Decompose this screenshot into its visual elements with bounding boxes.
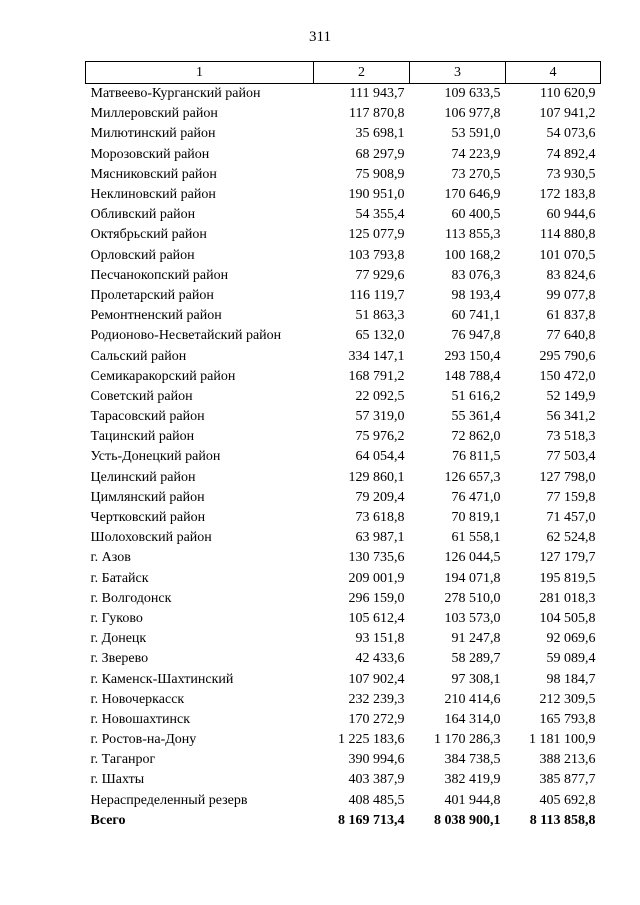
value-col-2: 209 001,9 [348,570,405,586]
district-name: Советский район [90,388,193,404]
table-row [86,246,601,266]
value-col-3: 278 510,0 [444,590,501,606]
table-row [86,629,601,649]
value-col-2: 75 908,9 [355,166,405,182]
district-name: г. Таганрог [90,752,156,768]
value-col-2: 75 976,2 [355,429,405,445]
value-col-4: 388 213,6 [539,752,596,768]
value-col-3: 53 591,0 [451,126,501,142]
value-col-4: 52 149,9 [546,388,596,404]
value-col-2: 403 387,9 [348,772,405,788]
value-col-2: 93 151,8 [355,631,405,647]
value-col-4: 150 472,0 [539,368,596,384]
district-name: Обливский район [90,207,196,223]
value-col-4: 110 620,9 [540,86,596,102]
value-col-2: 51 863,3 [355,308,405,324]
header-row [86,62,601,84]
table-row [86,649,601,669]
value-col-2: 232 239,3 [348,691,405,707]
table-row [86,690,601,710]
value-col-2: 129 860,1 [348,469,405,485]
value-col-4: 405 692,8 [539,792,596,808]
value-col-2: 73 618,8 [355,510,405,526]
value-col-2: 64 054,4 [355,449,405,465]
district-name: г. Волгодонск [90,590,172,606]
value-col-3: 126 044,5 [444,550,501,566]
value-col-3: 113 855,3 [445,227,501,243]
value-col-2: 390 994,6 [348,752,405,768]
total-row [86,811,601,831]
table-row [86,488,601,508]
district-name: Семикаракорский район [90,368,236,384]
column-header-2: 2 [314,62,410,84]
table-row [86,266,601,286]
table-row [86,346,601,366]
table-row [86,770,601,790]
value-col-3: 76 947,8 [451,328,501,344]
district-name: Орловский район [90,247,195,263]
total-col-2: 8 169 713,4 [338,812,405,828]
value-col-3: 170 646,9 [444,187,501,203]
table-row [86,609,601,629]
value-col-3: 76 811,5 [452,449,501,465]
table-row [86,387,601,407]
district-name: Нераспределенный резерв [90,792,248,808]
value-col-2: 111 943,7 [349,86,405,102]
value-col-3: 73 270,5 [451,166,501,182]
value-col-3: 293 150,4 [444,348,501,364]
table-row [86,447,601,467]
total-col-3: 8 038 900,1 [434,812,501,828]
table-row [86,427,601,447]
district-name: Морозовский район [90,146,210,162]
value-col-2: 107 902,4 [348,671,405,687]
value-col-2: 54 355,4 [355,207,405,223]
value-col-4: 104 505,8 [539,610,596,626]
district-name: г. Донецк [90,631,147,647]
value-col-3: 1 170 286,3 [434,732,501,748]
value-col-4: 77 640,8 [546,328,596,344]
district-name: Октябрьский район [90,227,207,243]
value-col-2: 79 209,4 [355,489,405,505]
value-col-2: 105 612,4 [348,610,405,626]
value-col-3: 194 071,8 [444,570,501,586]
district-name: Тарасовский район [90,409,205,425]
value-col-4: 71 457,0 [546,510,596,526]
table-row [86,185,601,205]
value-col-2: 35 698,1 [355,126,405,142]
district-name: г. Азов [90,550,131,566]
value-col-2: 190 951,0 [348,187,405,203]
table-row [86,730,601,750]
table-body [86,84,601,831]
value-col-4: 74 892,4 [546,146,596,162]
value-col-2: 170 272,9 [348,711,405,727]
table-row [86,589,601,609]
value-col-4: 77 503,4 [546,449,596,465]
district-name: г. Новочеркасск [90,691,185,707]
value-col-2: 68 297,9 [355,146,405,162]
value-col-3: 382 419,9 [444,772,501,788]
district-name: г. Гуково [90,610,143,626]
value-col-3: 109 633,5 [444,86,501,102]
value-col-4: 73 518,3 [546,429,596,445]
value-col-2: 22 092,5 [355,388,405,404]
value-col-2: 103 793,8 [348,247,405,263]
value-col-3: 384 738,5 [444,752,501,768]
value-col-4: 172 183,8 [539,187,596,203]
value-col-2: 168 791,2 [348,368,405,384]
value-col-2: 42 433,6 [355,651,405,667]
value-col-4: 1 181 100,9 [529,732,596,748]
value-col-3: 58 289,7 [451,651,501,667]
value-col-3: 401 944,8 [444,792,501,808]
value-col-2: 117 870,8 [349,106,405,122]
value-col-2: 334 147,1 [348,348,405,364]
value-col-4: 165 793,8 [539,711,596,727]
district-name: Матвеево-Курганский район [90,86,261,102]
total-col-4: 8 113 858,8 [529,812,596,828]
district-name: Миллеровский район [90,106,218,122]
value-col-3: 74 223,9 [451,146,501,162]
value-col-4: 101 070,5 [539,247,596,263]
table-row [86,84,601,105]
value-col-4: 62 524,8 [546,530,596,546]
value-col-4: 99 077,8 [546,287,596,303]
value-col-3: 51 616,2 [451,388,501,404]
table-row [86,508,601,528]
value-col-4: 59 089,4 [546,651,596,667]
value-col-3: 60 400,5 [451,207,501,223]
table-row [86,124,601,144]
value-col-3: 103 573,0 [444,610,501,626]
value-col-4: 127 179,7 [539,550,596,566]
value-col-3: 97 308,1 [451,671,501,687]
value-col-4: 92 069,6 [546,631,596,647]
value-col-4: 98 184,7 [546,671,596,687]
value-col-4: 127 798,0 [539,469,596,485]
district-name: Пролетарский район [90,287,214,303]
value-col-4: 385 877,7 [539,772,596,788]
value-col-3: 100 168,2 [444,247,501,263]
district-name: Неклиновский район [90,187,216,203]
district-name: г. Батайск [90,570,149,586]
value-col-4: 56 341,2 [546,409,596,425]
value-col-4: 61 837,8 [546,308,596,324]
value-col-4: 60 944,6 [546,207,596,223]
value-col-4: 212 309,5 [539,691,596,707]
value-col-2: 1 225 183,6 [338,732,405,748]
value-col-4: 73 930,5 [546,166,596,182]
value-col-4: 281 018,3 [539,590,596,606]
value-col-3: 126 657,3 [444,469,501,485]
value-col-2: 65 132,0 [355,328,405,344]
district-name: Мясниковский район [90,166,217,182]
table-row [86,225,601,245]
value-col-2: 296 159,0 [348,590,405,606]
district-name: г. Каменск-Шахтинский [90,671,234,687]
district-name: Усть-Донецкий район [90,449,221,465]
district-name: Целинский район [90,469,196,485]
table-row [86,669,601,689]
value-col-3: 164 314,0 [444,711,501,727]
district-name: Ремонтненский район [90,308,222,324]
value-col-2: 408 485,5 [348,792,405,808]
district-name: Чертковский район [90,510,206,526]
value-col-3: 72 862,0 [451,429,501,445]
value-col-2: 116 119,7 [349,287,405,303]
value-col-2: 77 929,6 [355,267,405,283]
district-name: г. Зверево [90,651,149,667]
district-name: Сальский район [90,348,187,364]
value-col-3: 70 819,1 [451,510,501,526]
table-row [86,165,601,185]
value-col-4: 195 819,5 [539,570,596,586]
district-name: Цимлянский район [90,489,205,505]
district-name: Шолоховский район [90,530,212,546]
district-name: Песчанокопский район [90,267,229,283]
table-header [86,62,601,84]
district-name: Милютинский район [90,126,216,142]
table-row [86,468,601,488]
table-row [86,205,601,225]
table-row [86,528,601,548]
value-col-2: 130 735,6 [348,550,405,566]
table-row [86,145,601,165]
value-col-3: 148 788,4 [444,368,501,384]
value-col-3: 60 741,1 [451,308,501,324]
value-col-4: 54 073,6 [546,126,596,142]
district-name: г. Новошахтинск [90,711,191,727]
value-col-4: 83 824,6 [546,267,596,283]
value-col-3: 55 361,4 [451,409,501,425]
value-col-4: 114 880,8 [540,227,596,243]
table-row [86,569,601,589]
table-row [86,791,601,811]
value-col-3: 91 247,8 [451,631,501,647]
table-row [86,750,601,770]
value-col-3: 106 977,8 [444,106,501,122]
column-header-4: 4 [506,62,601,84]
total-label: Всего [90,812,126,828]
budget-table [85,61,601,831]
table-row [86,407,601,427]
value-col-3: 210 414,6 [444,691,501,707]
column-header-1: 1 [86,62,314,84]
table-row [86,367,601,387]
value-col-3: 83 076,3 [451,267,501,283]
district-name: Родионово-Несветайский район [90,328,282,344]
value-col-4: 107 941,2 [539,106,596,122]
table-row [86,286,601,306]
value-col-3: 76 471,0 [451,489,501,505]
table-row [86,326,601,346]
table-row [86,306,601,326]
table-row [86,548,601,568]
value-col-4: 77 159,8 [546,489,596,505]
value-col-4: 295 790,6 [539,348,596,364]
value-col-3: 98 193,4 [451,287,501,303]
page-number: 311 [309,29,331,45]
table-row [86,104,601,124]
value-col-2: 63 987,1 [355,530,405,546]
column-header-3: 3 [410,62,506,84]
district-name: г. Шахты [90,772,145,788]
value-col-2: 57 319,0 [355,409,405,425]
value-col-3: 61 558,1 [451,530,501,546]
district-name: г. Ростов-на-Дону [90,732,197,748]
table-row [86,710,601,730]
value-col-2: 125 077,9 [348,227,405,243]
district-name: Тацинский район [90,429,195,445]
